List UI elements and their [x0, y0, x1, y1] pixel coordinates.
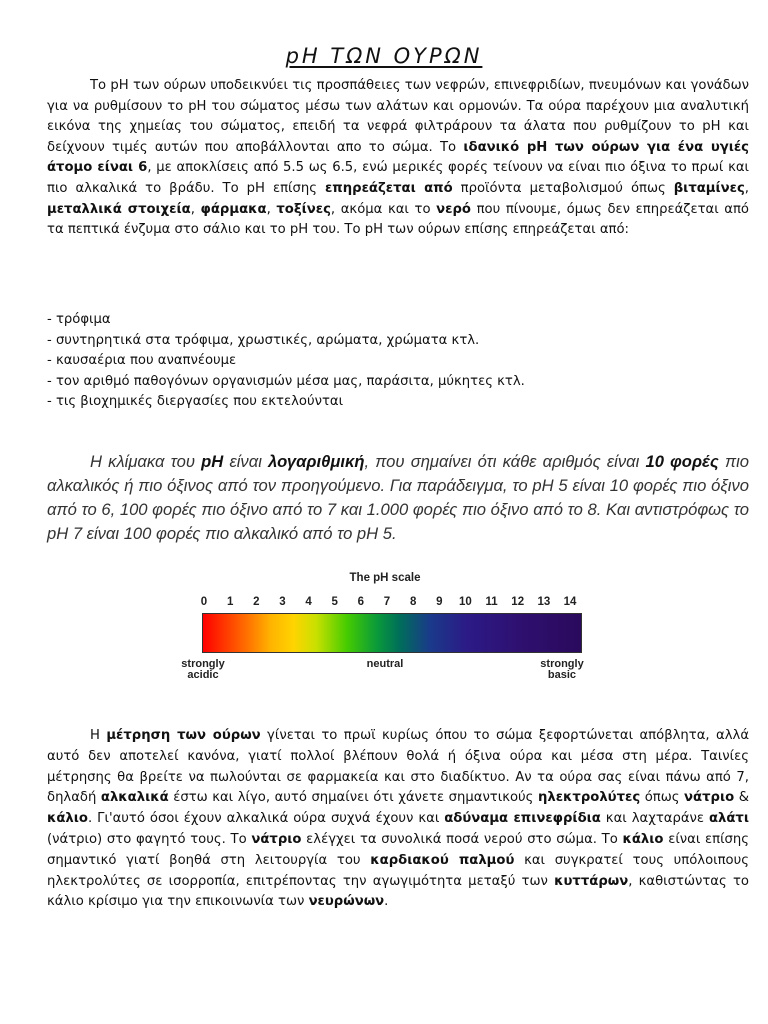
text-run: γίνεται το πρωϊ κυρίως όπου το σώμα ξεφορτώνεται απόβλητα, αλλά αυτό δεν αποτελεί κανόνα, γιατί πολλοί βλέπουν θολά ή όξινα ούρα και μέσα στη μέρα. Ταινίες μέτρησης θα βρείτε να πωλούνται σε φαρμακεία και στο διαδίκτυο. Αν τα ούρα σας είναι πάνω από 7, δηλαδή: [47, 728, 750, 806]
text-run: &: [734, 790, 749, 806]
text-run: .: [384, 894, 389, 910]
ph-scale-title: The pH scale: [349, 572, 421, 584]
ph-tick-label: 0: [200, 596, 208, 608]
ph-tick-label: 7: [383, 596, 391, 608]
ph-tick-label: 12: [511, 596, 525, 608]
bold-text-run: κάλιο: [47, 811, 88, 827]
text-run: Η: [90, 728, 107, 743]
bold-text-run: ηλεκτρολύτες: [537, 790, 641, 806]
list-item: - συντηρητικά στα τρόφιμα, χρωστικές, αρώματα, χρώματα κτλ.: [47, 332, 480, 348]
bold-text-run: pH: [201, 452, 224, 471]
ph-tick-label: 4: [305, 596, 312, 608]
bold-text-run: μεταλλικά στοιχεία: [47, 201, 191, 217]
intro-paragraph: [47, 76, 749, 241]
bold-text-run: φάρμακα: [200, 201, 267, 217]
list-item: - τρόφιμα: [47, 312, 111, 327]
bold-text-run: νάτριο: [684, 790, 735, 806]
ph-tick-label: 14: [563, 596, 577, 608]
ph-color-gradient-bar: [202, 613, 582, 653]
bold-text-run: κάλιο: [622, 831, 664, 847]
bold-text-run: νάτριο: [251, 831, 302, 847]
text-run: ,: [190, 201, 201, 217]
bold-text-run: αλκαλικά: [100, 790, 169, 806]
text-run: και λαχταράνε: [600, 811, 709, 827]
bold-text-run: επηρεάζεται από: [324, 180, 453, 196]
bold-text-run: ιδανικό pH των ούρων για ένα υγιές άτομο είναι 6: [47, 139, 749, 176]
ph-tick-label: 6: [357, 596, 365, 608]
text-run: είναι επίσης σημαντικό γιατί βοηθά στη λειτουργία του: [47, 831, 749, 868]
ph-tick-label: 10: [459, 596, 472, 608]
measurement-text: [47, 728, 749, 909]
text-run: Το pH των ούρων υποδεικνύει τις προσπάθειες των νεφρών, επινεφριδίων, πνευμόνων και γονάδων για να ρυθμίσουν το pH του σώματος μέσω των αλάτων και ορμονών. Τα ούρα παρέχουν μια αναλυτική εικόνα της χημείας του σώματος, επειδή τα νεφρά φιλτράρουν τα άλατα που ρυθμίζουν το pH και δείχνουν τιμές αυτών που αποβάλλονται απο το σώμα. Το: [47, 78, 749, 155]
text-run: , καθιστώντας το κάλιο κρίσιμο για την επικοινωνία των: [47, 873, 749, 910]
bold-text-run: 10 φορές: [645, 452, 719, 471]
ph-tick-label: 11: [485, 596, 498, 608]
text-run: έστω και λίγο, αυτό σημαίνει ότι χάνετε σημαντικούς: [168, 790, 538, 806]
list-item: - τις βιοχημικές διεργασίες που εκτελούνται: [47, 394, 344, 410]
text-run: , που σημαίνει ότι κάθε αριθμός είναι: [364, 452, 646, 471]
text-run: , με αποκλίσεις από 5.5 ως 6.5, ενώ μερικές φορές τείνουν να είναι πιο όξινα το πρωί και πιο αλκαλικά το βράδυ. Το pH επίσης: [47, 160, 749, 196]
text-run: . Γι'αυτό όσοι έχουν αλκαλικά ούρα συχνά έχουν και: [87, 811, 445, 827]
bold-text-run: λογαριθμική: [268, 452, 365, 471]
logarithmic-text: [47, 452, 749, 543]
text-run: πιο αλκαλικός ή πιο όξινος από τον προηγούμενο. Για παράδειγμα, το pH 5 είναι 10 φορές πιο όξινο από το 6, 100 φορές πιο όξινο από το 7 και 1.000 φορές πιο όξινο από το 8. Και αντιστρόφως το pH 7 είναι 100 φορές πιο αλκαλικό από το pH 5.: [47, 452, 749, 543]
list-item: - τον αριθμό παθογόνων οργανισμών μέσα μας, παράσιτα, μύκητες κτλ.: [47, 373, 525, 389]
text-run: και συγκρατεί τους υπόλοιπους ηλεκτρολύτες σε ισορροπία, επιτρέποντας την αγωγιμότητα μεταξύ των: [47, 852, 750, 889]
bold-text-run: τοξίνες: [276, 201, 331, 217]
bold-text-run: αλάτι: [708, 811, 749, 827]
bold-text-run: μέτρηση των ούρων: [106, 728, 261, 743]
neutral-label: neutral: [366, 658, 404, 670]
text-run: είναι: [223, 452, 269, 471]
ph-tick-label: 9: [436, 596, 443, 608]
ph-scale-ticks: [170, 596, 600, 610]
text-run: ελέγχει τα συνολικά ποσά νερού στο σώμα. Το: [301, 831, 623, 847]
text-run: όπως: [640, 790, 685, 806]
list-item: - καυσαέρια που αναπνέουμε: [47, 353, 237, 369]
ph-tick-label: 5: [331, 596, 338, 608]
text-run: , ακόμα και το: [330, 201, 437, 217]
text-run: Η κλίμακα του: [90, 452, 202, 471]
ph-tick-label: 13: [537, 596, 551, 608]
bold-text-run: νερό: [436, 201, 471, 217]
text-run: ,: [744, 180, 749, 196]
ph-tick-label: 3: [279, 596, 286, 608]
bold-text-run: αδύναμα επινεφρίδια: [444, 811, 601, 827]
text-run: προϊόντα μεταβολισμού όπως: [452, 180, 674, 196]
logarithmic-paragraph: [47, 450, 749, 546]
strongly-acidic-label: strongly acidic: [181, 658, 225, 681]
text-run: ,: [266, 201, 277, 217]
strongly-basic-label: strongly basic: [540, 658, 584, 681]
bold-text-run: νευρώνων: [308, 894, 385, 910]
ph-tick-label: 2: [253, 596, 260, 608]
text-run: που πίνουμε, όμως δεν επηρεάζεται από τα πεπτικά ένζυμα στο σάλιο και το pH του. Το pH των ούρων επίσης επηρεάζεται από:: [47, 201, 749, 238]
ph-scale-figure: [170, 570, 600, 690]
bold-text-run: βιταμίνες: [673, 180, 745, 196]
ph-tick-label: 8: [409, 596, 417, 608]
bold-text-run: κυττάρων: [554, 873, 629, 889]
page-title: pH ΤΩΝ ΟΥΡΩΝ: [285, 44, 483, 68]
measurement-paragraph: [47, 726, 749, 913]
intro-text: [47, 78, 749, 237]
influences-list: [47, 310, 749, 413]
bold-text-run: καρδιακού παλμού: [370, 852, 515, 868]
text-run: (νάτριο) στο φαγητό τους. Το: [47, 831, 252, 847]
ph-tick-label: 1: [226, 596, 234, 608]
